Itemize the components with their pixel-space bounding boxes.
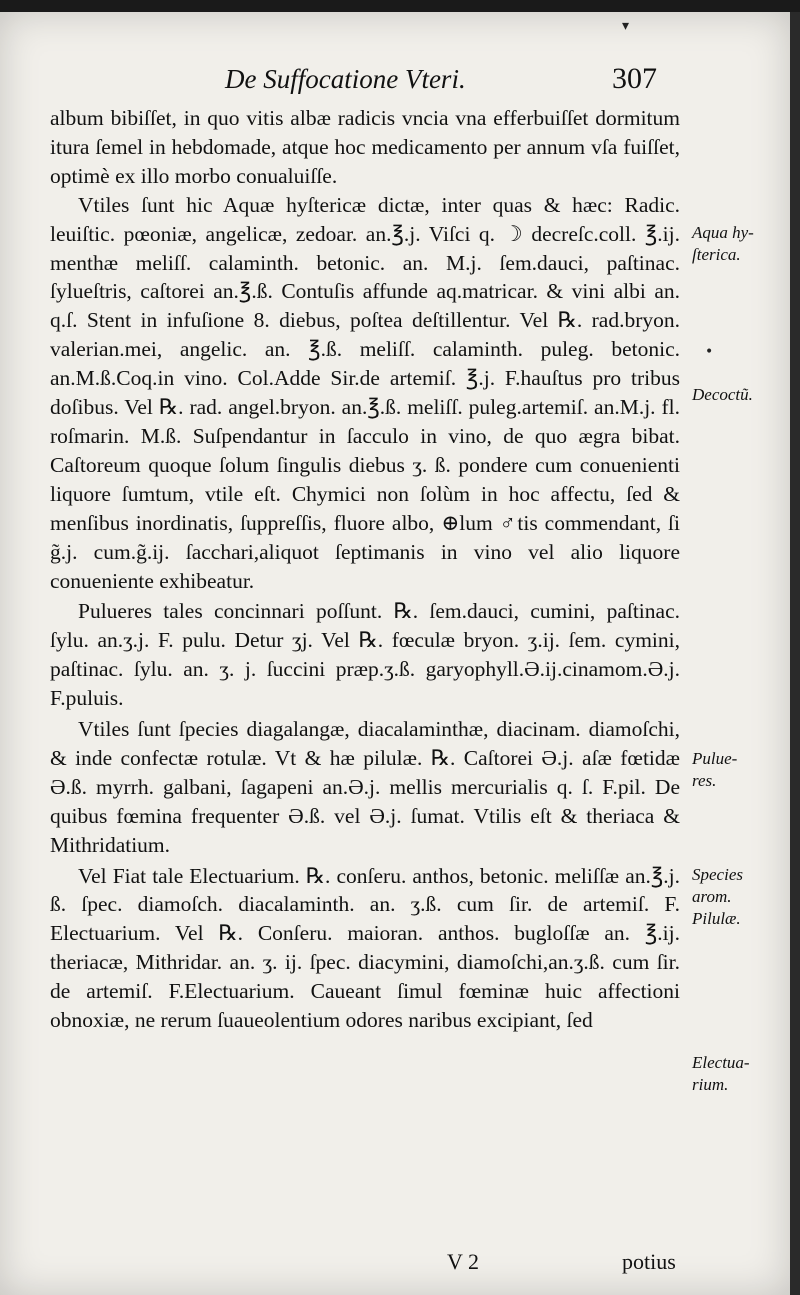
margin-note-decoctum xyxy=(692,384,792,406)
margin-note-decoctum-text: Decoctũ. xyxy=(692,385,753,404)
margin-note-electuarium-text: Electua- rium. xyxy=(692,1053,750,1094)
catchword: potius xyxy=(622,1249,676,1274)
paragraph-species-pilulae: Vtiles ſunt ſpecies diagalangæ, diacalaminthæ, diacinam. diamoſchi, & inde confectæ rotulæ. Vt & hæ pilulæ. ℞. Caſtorei Ə.j. aſæ fœtidæ Ə.ß. myrrh. galbani, ſagapeni an.Ə.j. mellis mercurialis q. ſ. F.pil. De quibus fœmina frequenter Ə.ß. vel Ə.j. ſumat. Vtilis eſt & theriaca & Mithridatium. xyxy=(50,717,680,857)
margin-note-species xyxy=(692,864,792,930)
paragraph-continuation: album bibiſſet, in quo vitis albæ radicis vncia vna efferbuiſſet dormitum itura ſemel in hebdomade, atque hoc medicamento per annum vſa fuiſſet, optimè ex illo morbo conualuiſſe. xyxy=(50,106,680,188)
book-page xyxy=(0,12,790,1295)
margin-note-electuarium xyxy=(692,1052,792,1096)
paragraph-electuarium: Vel Fiat tale Electuarium. ℞. conſeru. anthos, betonic. meliſſæ an.℥.j. ß. ſpec. diamoſch. diacalaminth. an. ʒ.ß. cum ſir. de artemiſ. F. Electuarium. Vel ℞. Conſeru. maioran. anthos. bugloſſæ an. ℥.ij. theriacæ, Mithridar. an. ʒ. ij. ſpec. diacymini, diamoſchi,an.ʒ.ß. cum ſir. de artemiſ. F.Electuarium. Caueant ſimul fœminæ huic affectioni obnoxiæ, ne rerum ſuaueolentium odores naribus excipiant, ſed xyxy=(50,863,680,1033)
page-header xyxy=(0,64,790,104)
running-title: De Suffocatione Vteri. xyxy=(225,64,466,94)
margin-note-aqua xyxy=(692,222,792,266)
signature-mark: V 2 xyxy=(447,1249,479,1274)
paragraph-pulueres: Pulueres tales concinnari poſſunt. ℞. ſem.dauci, cumini, paſtinac. ſylu. an.ʒ.j. F. pulu. Detur ʒj. Vel ℞. fœculæ bryon. ʒ.ij. ſem. cymini, paſtinac. ſylu. an. ʒ. j. ſuccini præp.ʒ.ß. garyophyll.Ə.ij.cinamom.Ə.j. F.puluis. xyxy=(50,599,680,711)
scan-top-border xyxy=(0,0,800,12)
margin-note-species-text: Species arom. Pilulæ. xyxy=(692,865,743,928)
margin-note-pulueres xyxy=(692,748,792,792)
top-corner-mark: ▾ xyxy=(622,18,630,34)
margin-dot-mark: • xyxy=(705,344,714,360)
paragraph-aqua-hysterica: Vtiles ſunt hic Aquæ hyſtericæ dictæ, inter quas & hæc: Radic. leuiſtic. pœoniæ, angelicæ, zedoar. an.℥.j. Viſci q. ☽ decreſc.coll. ℥.ij. menthæ meliſſ. calaminth. betonic. an. M.j. ſem.dauci, paſtinac. ſylueſtris, caſtorei an.℥.ß. Contuſis affunde aq.matricar. & vini albi an. q.ſ. Stent in infuſione 8. diebus, poſtea deſtillentur. Vel ℞. rad.bryon. valerian.mei, angelic. an. ℥.ß. meliſſ. calaminth. puleg. betonic. an.M.ß.Coq.in vino. Col.Adde Sir.de artemiſ. ℥.j. F.hauſtus pro tribus doſibus. Vel ℞. rad. angel.bryon. an.℥.ß. meliſſ. puleg.artemiſ. an.M.j. fl. roſmarin. M.ß. Suſpendantur in ſacculo in vino, de quo ægra bibat. Caſtoreum quoque ſolum ſingulis diebus ʒ. ß. pondere cum conuenienti liquore ſumtum, vtile eſt. Chymici non ſolùm in hoc affectu, ſed & menſibus inordinatis, ſuppreſſis, fluore albo, ⊕lum ♂tis commendant, ſi g̃.j. cum.g̃.ij. ſacchari,aliquot ſeptimanis in vino vel alio liquore conueniente exhibeatur. xyxy=(50,192,680,593)
main-text xyxy=(50,104,680,1035)
page-number: 307 xyxy=(612,62,657,95)
margin-note-aqua-text: Aqua hy- ſterica. xyxy=(692,223,754,264)
margin-note-pulueres-text: Pulue- res. xyxy=(692,749,738,790)
